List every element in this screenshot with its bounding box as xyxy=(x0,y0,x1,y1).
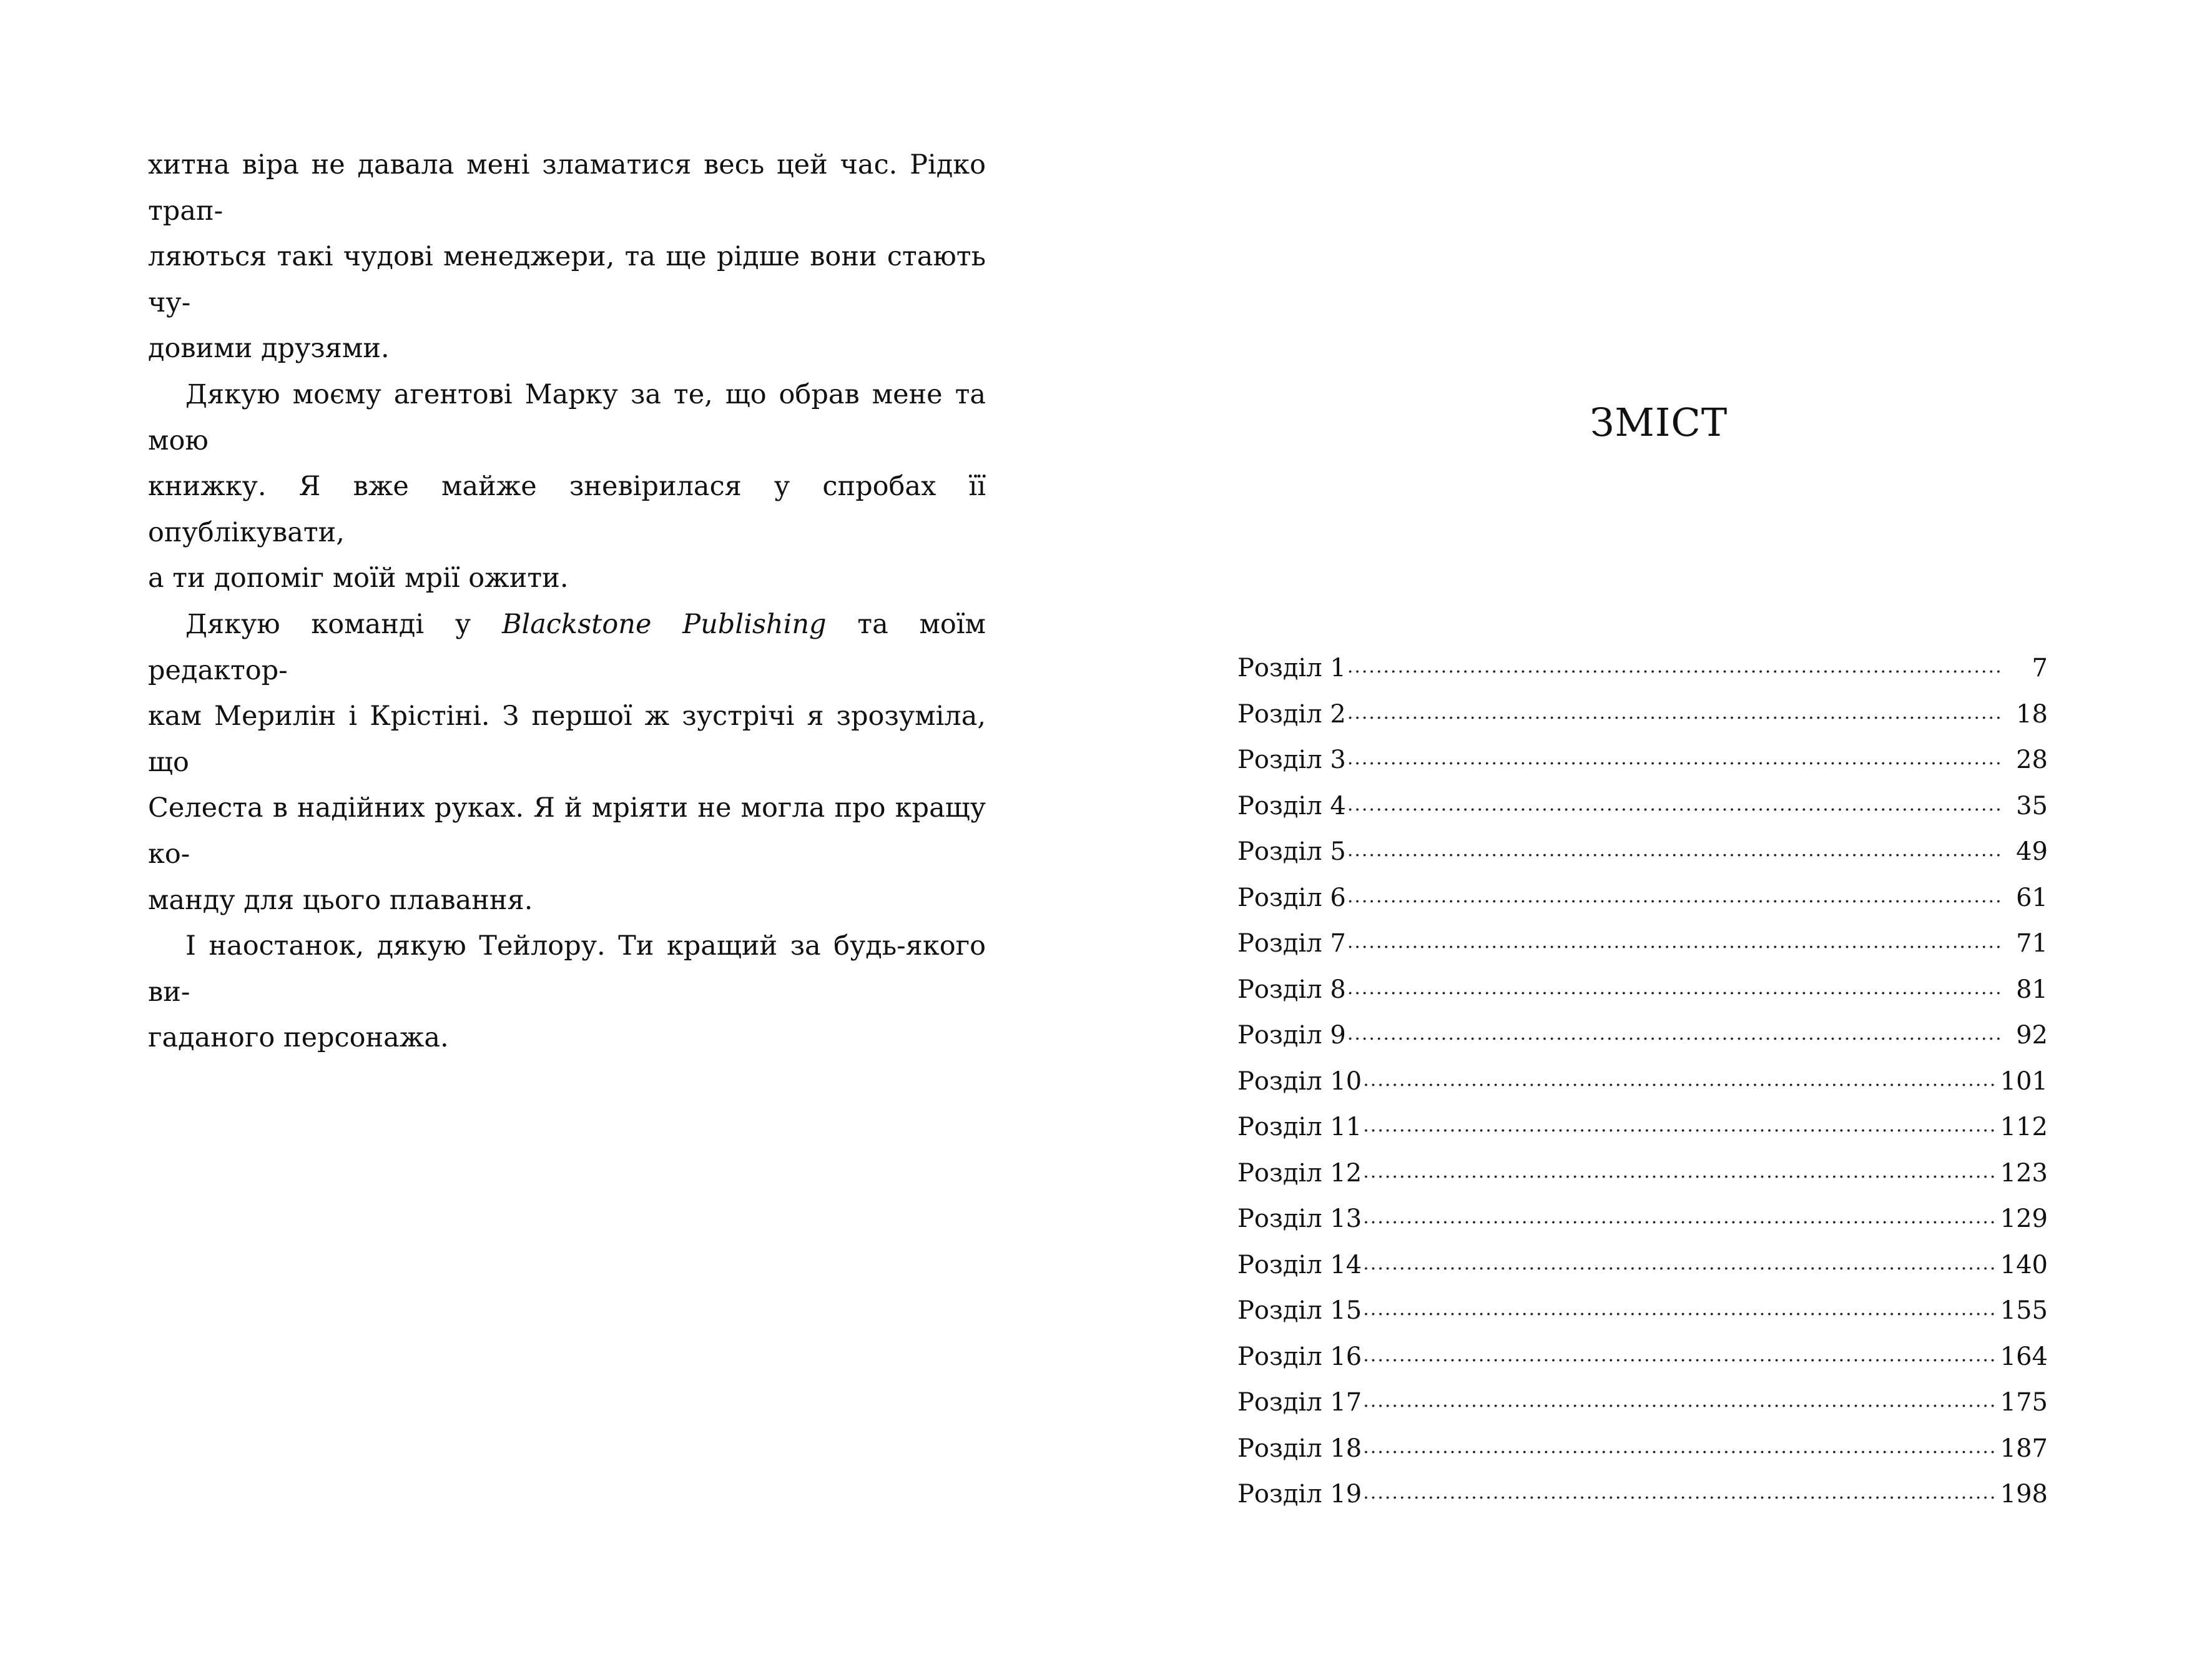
dot-leader xyxy=(1347,835,2004,860)
toc-label: Розділ 13 xyxy=(1237,1204,1362,1233)
text-line: довими друзями. xyxy=(148,333,390,365)
toc-label: Розділ 9 xyxy=(1237,1021,1346,1050)
text-line: гаданого персонажа. xyxy=(148,1022,449,1054)
dot-leader xyxy=(1363,1202,1997,1227)
dot-leader xyxy=(1347,651,2004,676)
toc-page-number: 81 xyxy=(2016,975,2048,1004)
toc-page-number: 71 xyxy=(2016,929,2048,958)
dot-leader xyxy=(1363,1386,1997,1410)
toc-page-number: 123 xyxy=(2000,1158,2048,1188)
toc-label: Розділ 16 xyxy=(1237,1342,1362,1371)
dot-leader xyxy=(1347,927,2004,952)
toc-label: Розділ 14 xyxy=(1237,1250,1362,1279)
toc-label: Розділ 7 xyxy=(1237,929,1346,958)
toc-entry[interactable] xyxy=(1237,1151,2048,1197)
toc-label: Розділ 15 xyxy=(1237,1296,1362,1325)
dot-leader xyxy=(1347,1018,2004,1043)
paragraph-1 xyxy=(148,142,986,372)
text-line: Селеста в надійних руках. Я й мріяти не могла про кращу ко- xyxy=(148,792,986,870)
toc-page-number: 49 xyxy=(2016,837,2048,866)
toc-label: Розділ 10 xyxy=(1237,1066,1362,1096)
toc-page-number: 155 xyxy=(2000,1296,2048,1325)
paragraph-2 xyxy=(148,372,986,602)
toc-page-number: 28 xyxy=(2016,746,2048,774)
toc-label: Розділ 11 xyxy=(1237,1113,1362,1141)
toc-page-number: 164 xyxy=(2000,1342,2048,1371)
toc-label: Розділ 12 xyxy=(1237,1158,1362,1188)
dot-leader xyxy=(1347,973,2004,998)
dot-leader xyxy=(1363,1110,1997,1135)
toc-entry[interactable] xyxy=(1237,967,2048,1013)
toc-page-number: 140 xyxy=(2000,1250,2048,1279)
dot-leader xyxy=(1363,1432,1997,1457)
text-line: манду для цього плавання. xyxy=(148,884,533,916)
toc-label: Розділ 8 xyxy=(1237,975,1346,1004)
text-line xyxy=(148,602,986,694)
toc-page-number: 101 xyxy=(2000,1066,2048,1096)
toc-page-number: 35 xyxy=(2016,791,2048,820)
dot-leader xyxy=(1363,1248,1997,1273)
toc-page-number: 198 xyxy=(2000,1480,2048,1509)
toc-entry[interactable] xyxy=(1237,1105,2048,1151)
toc-page-number: 129 xyxy=(2000,1204,2048,1233)
toc-entry[interactable] xyxy=(1237,692,2048,738)
toc-entry[interactable] xyxy=(1237,1243,2048,1289)
toc-entry[interactable] xyxy=(1237,1059,2048,1105)
dot-leader xyxy=(1363,1156,1997,1181)
toc-page-number: 175 xyxy=(2000,1388,2048,1417)
dot-leader xyxy=(1363,1340,1997,1365)
publisher-name: Blackstone Publishing xyxy=(501,608,827,640)
paragraph-3 xyxy=(148,602,986,923)
text-line: хитна віра не давала мені зламатися весь цей час. Рідко трап- xyxy=(148,149,986,227)
dot-leader xyxy=(1363,1065,1997,1090)
text-line: І наостанок, дякую Тейлору. Ти кращий за будь-якого ви- xyxy=(148,930,986,1008)
toc-entry[interactable] xyxy=(1237,784,2048,830)
toc-label: Розділ 6 xyxy=(1237,883,1346,912)
toc-label: Розділ 19 xyxy=(1237,1480,1362,1509)
dot-leader xyxy=(1363,1294,1997,1319)
toc-label: Розділ 17 xyxy=(1237,1388,1362,1417)
toc-title: ЗМІСТ xyxy=(1590,400,1728,445)
toc-entry[interactable] xyxy=(1237,1380,2048,1426)
toc-entry[interactable] xyxy=(1237,1196,2048,1243)
toc-page-number: 112 xyxy=(2000,1113,2048,1141)
toc-page-number: 18 xyxy=(2016,699,2048,729)
toc-page-number: 187 xyxy=(2000,1434,2048,1463)
toc-label: Розділ 18 xyxy=(1237,1434,1362,1463)
paragraph-4 xyxy=(148,923,986,1061)
toc-label: Розділ 1 xyxy=(1237,654,1346,682)
toc-entry[interactable] xyxy=(1237,1288,2048,1334)
dot-leader xyxy=(1347,743,2004,768)
toc-entry[interactable] xyxy=(1237,1013,2048,1059)
toc-entry[interactable] xyxy=(1237,646,2048,692)
text-segment: Дякую команді у xyxy=(185,608,502,640)
toc-entry[interactable] xyxy=(1237,875,2048,922)
toc-label: Розділ 5 xyxy=(1237,837,1346,866)
toc-page-number: 92 xyxy=(2016,1021,2048,1050)
dot-leader xyxy=(1347,697,2004,722)
text-line: а ти допоміг моїй мрії ожити. xyxy=(148,563,569,594)
text-line: кам Мерилін і Крістіні. З першої ж зустрічі я зрозуміла, що xyxy=(148,701,986,778)
acknowledgements-text xyxy=(148,142,986,1061)
toc-entry[interactable] xyxy=(1237,829,2048,875)
dot-leader xyxy=(1347,881,2004,906)
text-segment: та моїм редактор- xyxy=(148,608,986,686)
toc-label: Розділ 4 xyxy=(1237,791,1346,820)
dot-leader xyxy=(1363,1477,1997,1502)
table-of-contents xyxy=(1237,646,2048,1518)
dot-leader xyxy=(1347,789,2004,814)
toc-entry[interactable] xyxy=(1237,737,2048,784)
toc-entry[interactable] xyxy=(1237,1472,2048,1518)
right-page xyxy=(1106,0,2212,1659)
toc-label: Розділ 3 xyxy=(1237,746,1346,774)
text-line: книжку. Я вже майже зневірилася у спробах її опублікувати, xyxy=(148,471,986,548)
toc-page-number: 7 xyxy=(2032,654,2048,682)
toc-entry[interactable] xyxy=(1237,921,2048,967)
toc-entry[interactable] xyxy=(1237,1426,2048,1472)
text-line: ляються такі чудові менеджери, та ще рідше вони стають чу- xyxy=(148,241,986,318)
toc-entry[interactable] xyxy=(1237,1334,2048,1381)
toc-label: Розділ 2 xyxy=(1237,699,1346,729)
toc-page-number: 61 xyxy=(2016,883,2048,912)
text-line: Дякую моєму агентові Марку за те, що обрав мене та мою xyxy=(148,378,986,456)
